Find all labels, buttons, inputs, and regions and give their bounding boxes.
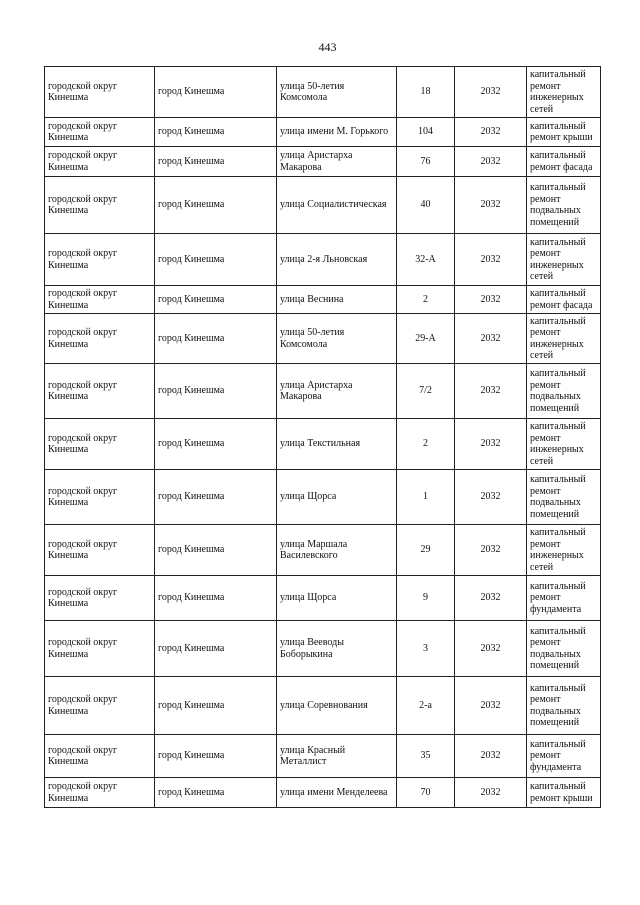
house-number-cell: 2-а	[397, 677, 455, 735]
city-cell: город Кинешма	[155, 621, 277, 677]
street-cell: улица Соревнования	[277, 677, 397, 735]
year-cell: 2032	[455, 364, 527, 419]
street-cell: улица Социалистическая	[277, 177, 397, 234]
table-row	[45, 576, 601, 621]
work-type-cell: капитальный ремонт фундамента	[527, 576, 601, 621]
house-number-cell: 29-А	[397, 314, 455, 364]
table-row	[45, 778, 601, 808]
street-cell: улица 50-летия Комсомола	[277, 67, 397, 118]
year-cell: 2032	[455, 314, 527, 364]
house-number-cell: 76	[397, 147, 455, 177]
district-cell: городской округ Кинешма	[45, 677, 155, 735]
year-cell: 2032	[455, 286, 527, 314]
year-cell: 2032	[455, 67, 527, 118]
work-type-cell: капитальный ремонт крыши	[527, 778, 601, 808]
district-cell: городской округ Кинешма	[45, 470, 155, 525]
work-type-cell: капитальный ремонт инженерных сетей	[527, 67, 601, 118]
table-row	[45, 147, 601, 177]
district-cell: городской округ Кинешма	[45, 364, 155, 419]
work-type-cell: капитальный ремонт инженерных сетей	[527, 419, 601, 470]
street-cell: улица 50-летия Комсомола	[277, 314, 397, 364]
district-cell: городской округ Кинешма	[45, 778, 155, 808]
street-cell: улица 2-я Льновская	[277, 234, 397, 286]
city-cell: город Кинешма	[155, 364, 277, 419]
table-row	[45, 525, 601, 576]
house-number-cell: 2	[397, 419, 455, 470]
work-type-cell: капитальный ремонт фасада	[527, 286, 601, 314]
city-cell: город Кинешма	[155, 419, 277, 470]
district-cell: городской округ Кинешма	[45, 419, 155, 470]
district-cell: городской округ Кинешма	[45, 177, 155, 234]
table-row	[45, 621, 601, 677]
table-row	[45, 67, 601, 118]
year-cell: 2032	[455, 525, 527, 576]
work-type-cell: капитальный ремонт инженерных сетей	[527, 234, 601, 286]
table-row	[45, 286, 601, 314]
table-row	[45, 364, 601, 419]
house-number-cell: 29	[397, 525, 455, 576]
city-cell: город Кинешма	[155, 525, 277, 576]
house-number-cell: 9	[397, 576, 455, 621]
district-cell: городской округ Кинешма	[45, 234, 155, 286]
district-cell: городской округ Кинешма	[45, 735, 155, 778]
table-row	[45, 118, 601, 147]
work-type-cell: капитальный ремонт подвальных помещений	[527, 470, 601, 525]
work-type-cell: капитальный ремонт фундамента	[527, 735, 601, 778]
street-cell: улица Щорса	[277, 576, 397, 621]
street-cell: улица Маршала Василевского	[277, 525, 397, 576]
work-type-cell: капитальный ремонт инженерных сетей	[527, 525, 601, 576]
city-cell: город Кинешма	[155, 677, 277, 735]
street-cell: улица Щорса	[277, 470, 397, 525]
street-cell: улица имени М. Горького	[277, 118, 397, 147]
street-cell: улица Аристарха Макарова	[277, 364, 397, 419]
work-type-cell: капитальный ремонт фасада	[527, 147, 601, 177]
work-type-cell: капитальный ремонт крыши	[527, 118, 601, 147]
city-cell: город Кинешма	[155, 314, 277, 364]
year-cell: 2032	[455, 118, 527, 147]
year-cell: 2032	[455, 470, 527, 525]
table-row	[45, 419, 601, 470]
street-cell: улица Красный Металлист	[277, 735, 397, 778]
work-type-cell: капитальный ремонт инженерных сетей	[527, 314, 601, 364]
house-number-cell: 40	[397, 177, 455, 234]
table-row	[45, 177, 601, 234]
street-cell: улица Вееводы Боборыкина	[277, 621, 397, 677]
year-cell: 2032	[455, 621, 527, 677]
house-number-cell: 1	[397, 470, 455, 525]
street-cell: улица Текстильная	[277, 419, 397, 470]
table-row	[45, 314, 601, 364]
district-cell: городской округ Кинешма	[45, 576, 155, 621]
city-cell: город Кинешма	[155, 177, 277, 234]
house-number-cell: 7/2	[397, 364, 455, 419]
district-cell: городской округ Кинешма	[45, 147, 155, 177]
city-cell: город Кинешма	[155, 778, 277, 808]
city-cell: город Кинешма	[155, 147, 277, 177]
work-type-cell: капитальный ремонт подвальных помещений	[527, 621, 601, 677]
year-cell: 2032	[455, 147, 527, 177]
house-number-cell: 32-А	[397, 234, 455, 286]
district-cell: городской округ Кинешма	[45, 314, 155, 364]
year-cell: 2032	[455, 177, 527, 234]
house-number-cell: 2	[397, 286, 455, 314]
house-number-cell: 3	[397, 621, 455, 677]
table-row	[45, 470, 601, 525]
year-cell: 2032	[455, 576, 527, 621]
page-number: 443	[318, 40, 337, 54]
city-cell: город Кинешма	[155, 234, 277, 286]
table-row	[45, 234, 601, 286]
district-cell: городской округ Кинешма	[45, 286, 155, 314]
year-cell: 2032	[455, 234, 527, 286]
house-number-cell: 104	[397, 118, 455, 147]
city-cell: город Кинешма	[155, 470, 277, 525]
street-cell: улица Аристарха Макарова	[277, 147, 397, 177]
year-cell: 2032	[455, 419, 527, 470]
year-cell: 2032	[455, 778, 527, 808]
city-cell: город Кинешма	[155, 118, 277, 147]
house-number-cell: 18	[397, 67, 455, 118]
work-type-cell: капитальный ремонт подвальных помещений	[527, 364, 601, 419]
year-cell: 2032	[455, 735, 527, 778]
table-row	[45, 735, 601, 778]
house-number-cell: 35	[397, 735, 455, 778]
table-row	[45, 677, 601, 735]
city-cell: город Кинешма	[155, 576, 277, 621]
house-number-cell: 70	[397, 778, 455, 808]
city-cell: город Кинешма	[155, 67, 277, 118]
city-cell: город Кинешма	[155, 286, 277, 314]
work-type-cell: капитальный ремонт подвальных помещений	[527, 177, 601, 234]
district-cell: городской округ Кинешма	[45, 118, 155, 147]
district-cell: городской округ Кинешма	[45, 525, 155, 576]
city-cell: город Кинешма	[155, 735, 277, 778]
street-cell: улица Веснина	[277, 286, 397, 314]
street-cell: улица имени Менделеева	[277, 778, 397, 808]
district-cell: городской округ Кинешма	[45, 67, 155, 118]
year-cell: 2032	[455, 677, 527, 735]
housing-repair-table	[44, 66, 601, 808]
district-cell: городской округ Кинешма	[45, 621, 155, 677]
work-type-cell: капитальный ремонт подвальных помещений	[527, 677, 601, 735]
